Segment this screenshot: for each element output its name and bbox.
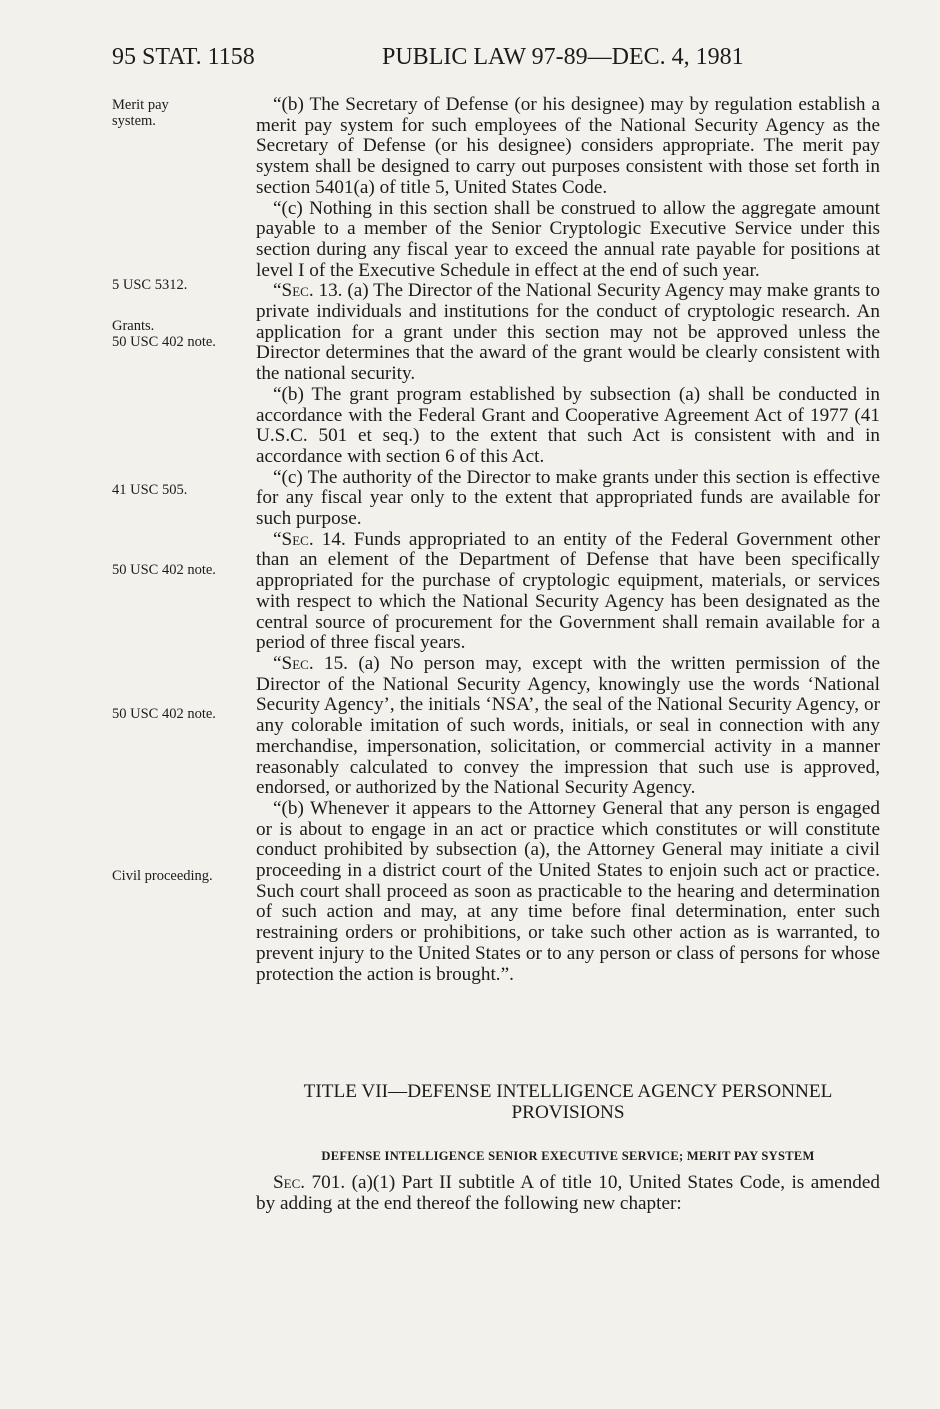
margin-note-line: 50 USC 402 note. [112,562,216,578]
margin-note-line: 41 USC 505. [112,482,188,498]
section-subheading: DEFENSE INTELLIGENCE SENIOR EXECUTIVE SERVICE; MERIT PAY SYSTEM [321,1149,815,1163]
quote-mark: “ [273,280,282,302]
margin-note-line: Grants. [112,318,155,334]
margin-note-line: 5 USC 5312. [112,277,188,293]
sec-label: Sec. [281,652,314,674]
paragraph-text: 15. (a) No person may, except with the written permission of the Director of the National Security Agency, knowingly use the words ‘National Security Agency’, the initials ‘NSA’, the seal of the National Security Agency, or any colorable imitation of such words, initials, or seal in connection with any merchandise, impersonation, solicitation, or commercial activity in a manner reasonably calculated to convey the impression that such use is approved, endorsed, or authorized by the National Security Agency. [256,652,880,799]
final-text [256,1173,880,1214]
law-title: PUBLIC LAW 97-89—DEC. 4, 1981 [382,44,744,70]
title-line: TITLE VII—DEFENSE INTELLIGENCE AGENCY PERSONNEL [303,1081,833,1102]
sec-label: Sec. [281,280,314,302]
margin-note-line: 50 USC 402 note. [112,334,216,350]
margin-note-5usc5312 [112,277,247,293]
sec-label: Sec. [281,528,314,550]
paragraph-sec-14 [256,530,880,654]
sec-label: Sec. [273,1172,306,1193]
paragraph-sec-15a [256,654,880,799]
paragraph-text: 701. (a)(1) Part II subtitle A of title 10, United States Code, is amended by adding at the end thereof the following new chapter: [256,1172,880,1214]
paragraph-sec-13c: “(c) The authority of the Director to make grants under this section is effective for any fiscal year only to the extent that appropriated funds are available for such purpose. [256,466,880,530]
paragraph-sec-701 [256,1173,880,1214]
margin-note-line: Civil proceeding. [112,868,213,884]
margin-note-50usc402-a [112,562,247,578]
margin-note-merit-pay [112,97,247,129]
paragraph-sec-15b: “(b) Whenever it appears to the Attorney General that any person is engaged or is about to engage in an act or practice which constitutes or will constitute conduct prohibited by subsection (a), the Attorney General may initiate a civil proceeding in a district court of the United States to enjoin such act or practice. Such court shall proceed as soon as practicable to the hearing and determination of such action and may, at any time before final determination, enter such restraining orders or prohibitions, or take such other action as is warranted, to prevent injury to the United States or to any person or class of persons for whose protection the action is brought.”. [256,797,880,985]
margin-note-civil-proceeding [112,868,247,884]
paragraph-sec-13b: “(b) The grant program established by subsection (a) shall be conducted in accordance with the Federal Grant and Cooperative Agreement Act of 1977 (41 U.S.C. 501 et seq.) to the extent that such Act is consistent with and in accordance with section 6 of this Act. [256,383,880,467]
title-line: PROVISIONS [511,1101,625,1123]
quote-mark: “ [273,528,282,550]
paragraph-text: 13. (a) The Director of the National Security Agency may make grants to private individuals and institutions for the conduct of cryptologic research. An application for a grant under this section may not be approved unless the Director determines that the award of the grant would be clearly consistent with the national security. [256,280,880,385]
margin-note-41usc505 [112,482,247,498]
paragraph-aggregate-limit: “(c) Nothing in this section shall be construed to allow the aggregate amount payable to a member of the Senior Cryptologic Executive Service under this section during any fiscal year to exceed the annual rate payable for positions at level I of the Executive Schedule in effect at the end of such year. [256,197,880,281]
statute-page-number: 95 STAT. 1158 [112,44,255,70]
paragraph-merit-pay: “(b) The Secretary of Defense (or his designee) may by regulation establish a merit pay system for such employees of the National Security Agency as the Secretary of Defense (or his designee) considers appropriate. The merit pay system shall be designed to carry out purposes consistent with those set forth in section 5401(a) of title 5, United States Code. [256,94,880,198]
paragraph-sec-13a [256,281,880,385]
page-header [0,44,940,84]
body-text [256,95,880,985]
margin-note-grants [112,318,247,350]
margin-note-50usc402-b [112,706,247,722]
title-heading [256,1082,880,1123]
margin-note-line: system. [112,113,156,129]
margin-note-line: Merit pay [112,97,169,113]
quote-mark: “ [273,652,282,674]
margin-note-line: 50 USC 402 note. [112,706,216,722]
paragraph-text: 14. Funds appropriated to an entity of the Federal Government other than an element of the Department of Defense that have been specifically appropriated for the purchase of cryptologic equipment, materials, or services with respect to which the National Security Agency has been designated as the central source of procurement for the Government shall remain available for a period of three fiscal years. [256,528,880,654]
